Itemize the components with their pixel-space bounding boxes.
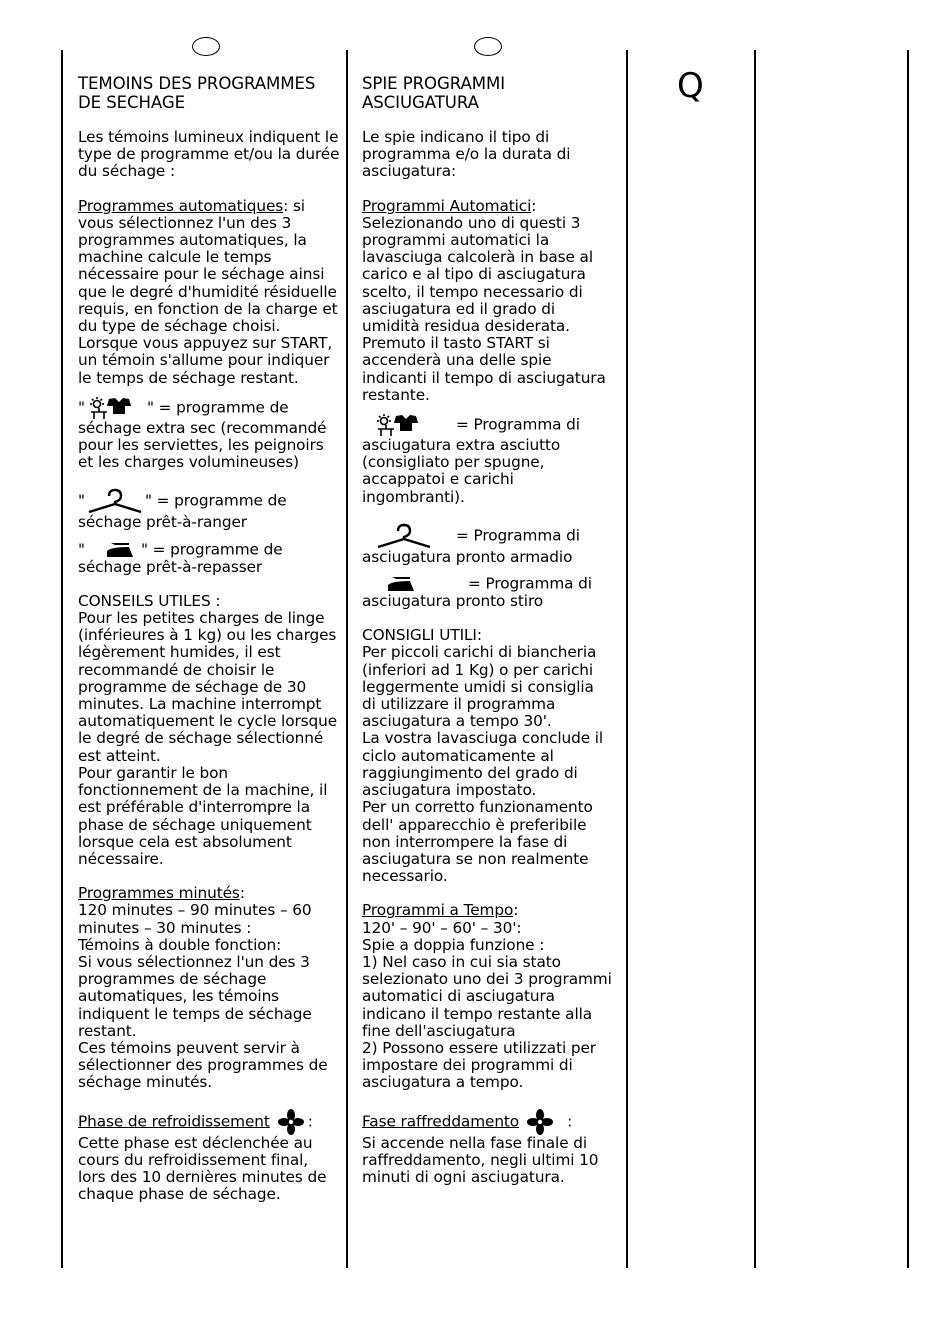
tips-text-it-2: La vostra lavasciuga conclude il ciclo automaticamente al raggiungimento del grado di asciugatura impostato. (362, 729, 604, 800)
iron-text-it: = Programma di asciugatura pronto stiro (362, 574, 592, 611)
column-divider-q-right (754, 50, 756, 1268)
fan-icon (278, 1109, 304, 1135)
auto-programs-heading-it: Programmi Automatici: (362, 196, 537, 215)
tips-text-it-1: Per piccoli carichi di biancheria (inferiori ad 1 Kg) o per carichi leggermente umidi si consiglia di utilizzare il programma asciugatura a tempo 30'. (362, 643, 597, 731)
timed-text-fr-1: Si vous sélectionnez l'un des 3 programmes de séchage automatiques, les témoins indiquent le temps de séchage restant. (78, 952, 312, 1040)
extra-dry-paragraph-fr: " " = programme de séchage extra sec (recommandé pour les serviettes, les peignoirs et les charges volumineuses) (78, 396, 340, 472)
column-divider-it-q (626, 50, 628, 1268)
language-marker-fr (192, 37, 220, 56)
section-heading-it: SPIE PROGRAMMI ASCIUGATURA (362, 74, 505, 112)
cooling-colon-fr: : (307, 1112, 313, 1131)
timed-programs-heading-it (362, 902, 612, 919)
cooling-title-it: Fase raffreddamento (362, 1112, 520, 1131)
column-divider-left (61, 50, 63, 1268)
hanger-icon (85, 488, 145, 514)
timed-programs-title-fr: Programmes minutés (78, 884, 240, 903)
timed-programs-title-it: Programmi a Tempo (362, 901, 514, 920)
fan-icon (527, 1109, 553, 1135)
timed-values-it: 120' – 90' – 60' – 30': (362, 918, 522, 937)
cupboard-paragraph-it (362, 523, 612, 566)
tips-text-it-3: Per un corretto funzionamento dell' apparecchio è preferibile non interrompere la fase di asciugatura se non realmente necessario. (362, 798, 593, 886)
tips-text-fr-2: Pour garantir le bon fonctionnement de la machine, il est préférable d'interrompre la phase de séchage uniquement lorsque cela est absolument nécessaire. (78, 763, 328, 868)
cupboard-text-fr: " = programme de séchage prêt-à-ranger (78, 491, 287, 532)
italian-column (362, 74, 612, 1186)
extra-dry-paragraph-it (362, 413, 612, 506)
auto-programs-text-it: Selezionando uno di questi 3 programmi automatici la lavasciuga calcolerà in base al carico e al tipo di asciugatura scelto, il tempo necessario di asciugatura ed il grado di umidità residua desiderata. (362, 213, 593, 336)
tips-text-fr-1: Pour les petites charges de linge (inférieures à 1 kg) ou les charges légèrement humides, il est recommandé de choisir le programme de séchage de 30 minutes. La machine interrompt automatiquement le cycle lorsque le degré de séchage sélectionné est atteint. (78, 609, 338, 765)
french-column (78, 74, 340, 1203)
hanger-icon (374, 523, 434, 549)
cooling-title-fr: Phase de refroidissement (78, 1112, 270, 1131)
iron-paragraph-fr: " " = programme de séchage prêt-à-repasser (78, 540, 283, 576)
cooling-text-fr: Cette phase est déclenchée au cours du refroidissement final, lors des 10 dernières minutes de chaque phase de séchage. (78, 1133, 327, 1204)
auto-programs-title-it: Programmi Automatici (362, 196, 532, 215)
cooling-heading-fr (78, 1109, 340, 1135)
cooling-colon-it: : (567, 1112, 573, 1131)
timed-text-it-2: 2) Possono essere utilizzati per impostare dei programmi di asciugatura a tempo. (362, 1038, 596, 1092)
timed-programs-heading-fr (78, 885, 340, 902)
cooling-text-it: Si accende nella fase finale di raffreddamento, negli ultimi 10 minuti di ogni asciugatura. (362, 1133, 599, 1186)
timed-text-fr-2: Ces témoins peuvent servir à sélectionner des programmes de séchage minutés. (78, 1038, 328, 1092)
iron-text-fr: " = programme de séchage prêt-à-repasser (78, 540, 283, 576)
auto-programs-paragraph-fr (78, 198, 340, 336)
extra-dry-text-fr: " = programme de séchage extra sec (recommandé pour les serviettes, les peignoirs et les charges volumineuses) (78, 398, 327, 472)
timed-dual-fr: Témoins à double fonction: (78, 935, 282, 954)
timed-values-fr: 120 minutes – 90 minutes – 60 minutes – 30 minutes : (78, 901, 312, 937)
iron-paragraph-it (362, 575, 612, 610)
tips-title-it: CONSIGLI UTILI: (362, 626, 482, 645)
extra-dry-text-it: = Programma di asciugatura extra asciutto (consigliato per spugne, accappatoi e carichi ingombranti). (362, 415, 580, 506)
iron-icon (386, 575, 416, 593)
timed-text-it-1: 1) Nel caso in cui sia stato selezionato uno dei 3 programmi automatici di asciugatura indicano il tempo restante alla fine dell'asciugatura (362, 952, 612, 1040)
cooling-heading-it (362, 1109, 612, 1135)
extra-dry-icon (87, 396, 143, 420)
column-divider-fr-it (346, 50, 348, 1268)
language-marker-q: Q (677, 66, 704, 106)
start-text-fr: Lorsque vous appuyez sur START, un témoin s'allume pour indiquer le temps de séchage restant. (78, 334, 333, 387)
intro-text-fr: Les témoins lumineux indiquent le type de programme et/ou la durée du séchage : (78, 128, 340, 181)
intro-text-it: Le spie indicano il tipo di programma e/o la durata di asciugatura: (362, 128, 571, 181)
start-text-it: Premuto il tasto START si accenderà una delle spie indicanti il tempo di asciugatura restante. (362, 334, 606, 404)
cupboard-text-it: = Programma di asciugatura pronto armadio (362, 526, 580, 566)
column-divider-right (907, 50, 909, 1268)
iron-icon (105, 541, 135, 559)
auto-programs-title-fr: Programmes automatiques (78, 196, 284, 215)
timed-dual-it: Spie a doppia funzione : (362, 935, 545, 954)
extra-dry-icon (374, 413, 430, 437)
timed-programs-colon-fr: : (239, 884, 245, 903)
auto-programs-text-fr: : si vous sélectionnez l'un des 3 programmes automatiques, la machine calcule le temps nécessaire pour le séchage ainsi que le degré d'humidité résiduelle requis, en fonction de la charge et du type de séchage choisi. (78, 196, 338, 336)
language-marker-it (474, 37, 502, 56)
timed-programs-colon-it: : (513, 901, 519, 920)
tips-title-fr: CONSEILS UTILES : (78, 591, 221, 610)
cupboard-paragraph-fr: " " = programme de séchage prêt-à-ranger (78, 488, 340, 531)
section-heading-fr: TEMOINS DES PROGRAMMES DE SECHAGE (78, 74, 316, 112)
